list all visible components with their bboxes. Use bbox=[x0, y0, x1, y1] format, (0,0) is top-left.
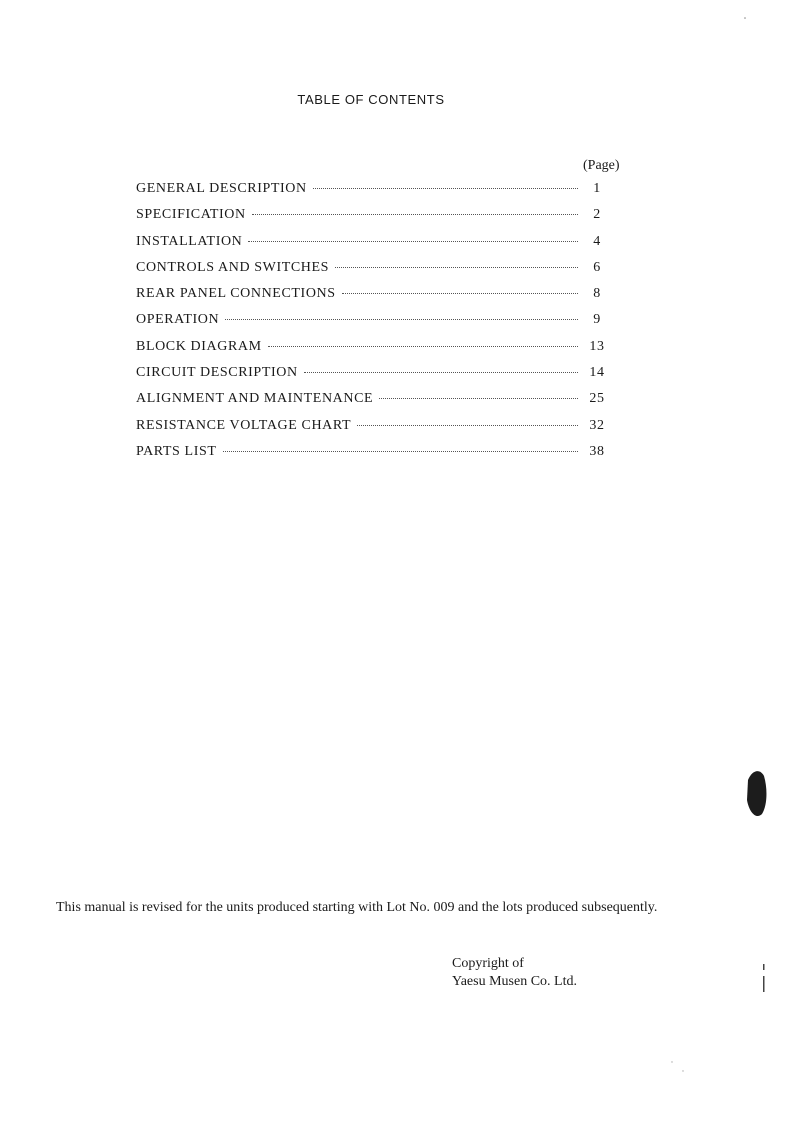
toc-entry-label: SPECIFICATION bbox=[136, 207, 246, 223]
toc-entry bbox=[136, 339, 610, 365]
toc-entry-label: CIRCUIT DESCRIPTION bbox=[136, 365, 298, 381]
toc-leader-dots bbox=[304, 372, 578, 373]
scan-mark bbox=[763, 976, 765, 992]
toc-entry-page: 6 bbox=[593, 259, 601, 275]
toc-entry-label: OPERATION bbox=[136, 312, 220, 328]
toc-leader-dots bbox=[342, 293, 578, 294]
toc-entry-page: 8 bbox=[593, 286, 601, 302]
toc-entry bbox=[136, 260, 610, 286]
toc-entry-page: 4 bbox=[593, 233, 601, 249]
scan-dot bbox=[671, 1061, 672, 1062]
toc-entry bbox=[136, 418, 610, 444]
toc-leader-dots bbox=[223, 451, 579, 452]
page-column-label: (Page) bbox=[583, 158, 620, 173]
toc-entry-page: 38 bbox=[589, 443, 605, 459]
copyright-holder: Yaesu Musen Co. Ltd. bbox=[452, 974, 577, 989]
toc-leader-dots bbox=[357, 425, 578, 426]
toc-entry bbox=[136, 234, 610, 260]
toc-entry-label: RESISTANCE VOLTAGE CHART bbox=[136, 417, 352, 433]
copyright-line: Copyright of bbox=[452, 956, 524, 971]
scan-dot bbox=[744, 17, 746, 19]
toc-leader-dots bbox=[313, 188, 578, 189]
toc-entry bbox=[136, 391, 610, 417]
toc-entry-label: PARTS LIST bbox=[136, 443, 217, 459]
toc-leader-dots bbox=[268, 346, 578, 347]
toc-title: TABLE OF CONTENTS bbox=[297, 92, 445, 107]
toc-entry bbox=[136, 312, 610, 338]
scan-dot bbox=[682, 1070, 683, 1071]
toc-entry-label: REAR PANEL CONNECTIONS bbox=[136, 286, 336, 302]
toc-list bbox=[136, 181, 610, 470]
copyright-notice bbox=[452, 955, 577, 991]
toc-leader-dots bbox=[335, 267, 578, 268]
scan-mark bbox=[763, 964, 765, 970]
toc-entry bbox=[136, 444, 610, 470]
toc-leader-dots bbox=[379, 398, 578, 399]
toc-entry bbox=[136, 181, 610, 207]
scan-smudge bbox=[747, 771, 766, 816]
toc-entry-label: ALIGNMENT AND MAINTENANCE bbox=[136, 391, 374, 407]
toc-entry-page: 25 bbox=[589, 391, 605, 407]
toc-entry-page: 14 bbox=[589, 365, 605, 381]
toc-entry-label: CONTROLS AND SWITCHES bbox=[136, 259, 330, 275]
revision-note: This manual is revised for the units produced starting with Lot No. 009 and the lots produced subsequently. bbox=[56, 900, 658, 915]
toc-leader-dots bbox=[225, 319, 578, 320]
toc-entry-label: GENERAL DESCRIPTION bbox=[136, 181, 307, 196]
toc-entry bbox=[136, 207, 610, 233]
toc-entry bbox=[136, 286, 610, 312]
toc-entry-page: 9 bbox=[593, 312, 601, 328]
toc-leader-dots bbox=[252, 214, 578, 215]
toc-entry-label: BLOCK DIAGRAM bbox=[136, 338, 262, 354]
toc-entry-page: 1 bbox=[593, 181, 601, 196]
toc-entry-page: 13 bbox=[589, 338, 605, 354]
toc-entry-page: 32 bbox=[589, 417, 605, 433]
toc-leader-dots bbox=[248, 241, 578, 242]
toc-entry bbox=[136, 365, 610, 391]
toc-entry-label: INSTALLATION bbox=[136, 233, 243, 249]
toc-entry-page: 2 bbox=[593, 207, 601, 223]
